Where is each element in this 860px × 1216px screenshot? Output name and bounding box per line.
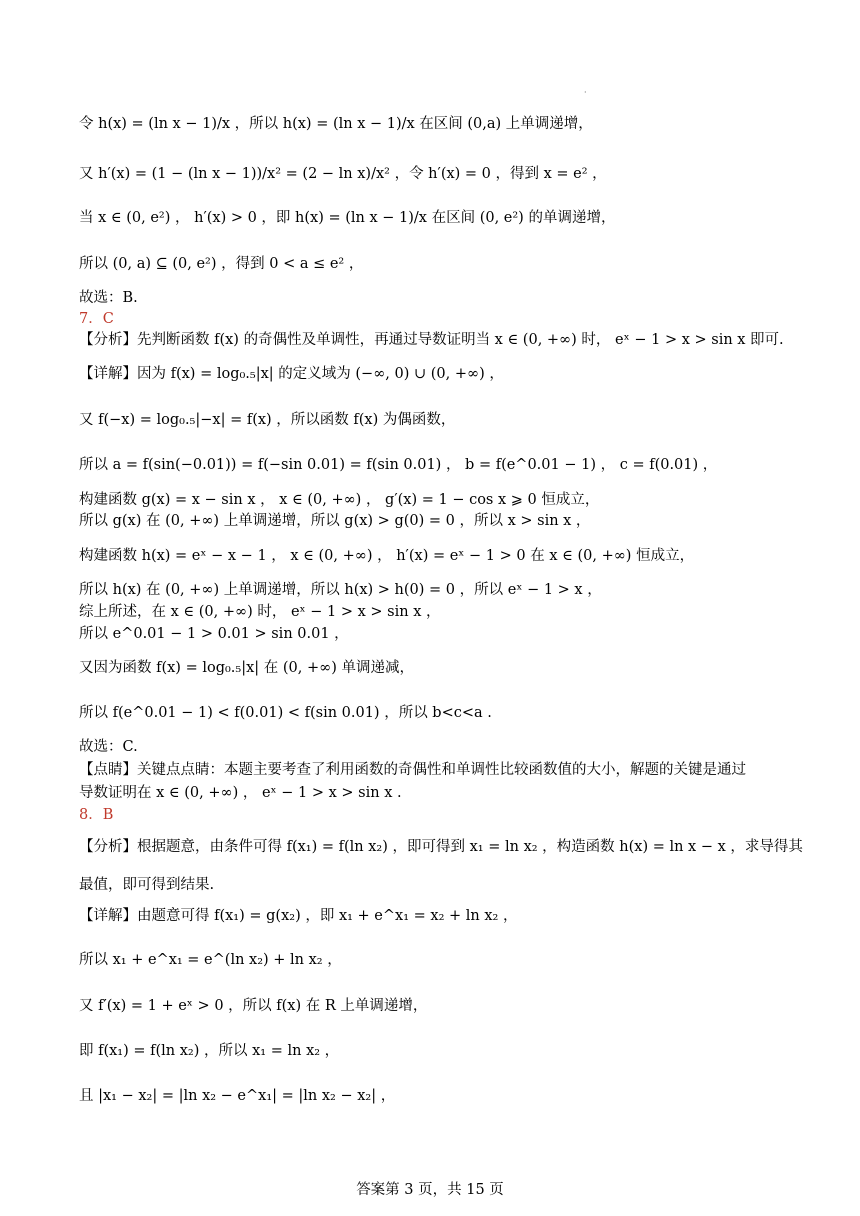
comment-line: 【点睛】关键点点睛：本题主要考查了利用函数的奇偶性和单调性比较函数值的大小，解题的关键是通过 <box>79 762 746 778</box>
detail-line: 【详解】由题意可得 f(x₁) = g(x₂) ，即 x₁ + e^x₁ = x₂ + ln x₂ ， <box>79 908 518 924</box>
text-line: 即 f(x₁) = f(ln x₂) ，所以 x₁ = ln x₂ ， <box>79 1043 340 1059</box>
text-line: 当 x ∈ (0, e²) ， h′(x) > 0 ，即 h(x) = (ln x − 1)/x 在区间 (0, e²) 的单调递增， <box>79 210 616 226</box>
question-number-8: 8．B <box>79 807 114 823</box>
text-line: 综上所述，在 x ∈ (0, +∞) 时， eˣ − 1 > x > sin x ， <box>79 604 441 620</box>
text-line: 所以 (0, a) ⊆ (0, e²) ，得到 0 < a ≤ e² ， <box>79 256 364 272</box>
text-line: 令 h(x) = (ln x − 1)/x ，所以 h(x) = (ln x − 1)/x 在区间 (0,a) 上单调递增， <box>79 116 593 132</box>
text-line: 又 h′(x) = (1 − (ln x − 1))/x² = (2 − ln x)/x² ，令 h′(x) = 0 ，得到 x = e² ， <box>79 166 607 182</box>
text-line: 又 f(−x) = log₀.₅|−x| = f(x) ，所以函数 f(x) 为偶函数， <box>79 412 456 428</box>
text-line: 导数证明在 x ∈ (0, +∞) ， eˣ − 1 > x > sin x . <box>79 785 402 801</box>
detail-line: 【详解】因为 f(x) = log₀.₅|x| 的定义域为 (−∞, 0) ∪ (0, +∞) ， <box>79 366 504 382</box>
text-line: 所以 a = f(sin(−0.01)) = f(−sin 0.01) = f(sin 0.01) ， b = f(e^0.01 − 1) ， c = f(0.01) ， <box>79 457 718 473</box>
text-line: 且 |x₁ − x₂| = |ln x₂ − e^x₁| = |ln x₂ − x₂| ， <box>79 1088 396 1104</box>
dot-mark: · <box>584 88 587 97</box>
text-line: 所以 g(x) 在 (0, +∞) 上单调递增，所以 g(x) > g(0) = 0 ，所以 x > sin x ， <box>79 513 591 529</box>
text-line: 构建函数 g(x) = x − sin x ， x ∈ (0, +∞) ， g′(x) = 1 − cos x ⩾ 0 恒成立， <box>79 492 600 508</box>
text-line: 所以 x₁ + e^x₁ = e^(ln x₂) + ln x₂ ， <box>79 952 342 968</box>
analysis-line: 【分析】根据题意，由条件可得 f(x₁) = f(ln x₂) ，即可得到 x₁ = ln x₂ ，构造函数 h(x) = ln x − x ，求导得其 <box>79 839 803 855</box>
question-number-7: 7．C <box>79 311 114 327</box>
text-line: 故选：B. <box>79 290 138 306</box>
text-line: 所以 e^0.01 − 1 > 0.01 > sin 0.01 ， <box>79 626 349 642</box>
text-line: 所以 h(x) 在 (0, +∞) 上单调递增，所以 h(x) > h(0) = 0 ，所以 eˣ − 1 > x ， <box>79 582 602 598</box>
text-line: 最值，即可得到结果. <box>79 877 215 893</box>
text-line: 构建函数 h(x) = eˣ − x − 1 ， x ∈ (0, +∞) ， h′(x) = eˣ − 1 > 0 在 x ∈ (0, +∞) 恒成立， <box>79 548 695 564</box>
text-line: 又 f′(x) = 1 + eˣ > 0 ，所以 f(x) 在 R 上单调递增， <box>79 998 428 1014</box>
text-line: 故选：C. <box>79 739 138 755</box>
text-line: 又因为函数 f(x) = log₀.₅|x| 在 (0, +∞) 单调递减， <box>79 660 414 676</box>
page-footer: 答案第 3 页，共 15 页 <box>356 1182 504 1198</box>
text-line: 所以 f(e^0.01 − 1) < f(0.01) < f(sin 0.01) ，所以 b<c<a . <box>79 705 492 721</box>
analysis-line: 【分析】先判断函数 f(x) 的奇偶性及单调性，再通过导数证明当 x ∈ (0, +∞) 时， eˣ − 1 > x > sin x 即可. <box>79 332 784 348</box>
